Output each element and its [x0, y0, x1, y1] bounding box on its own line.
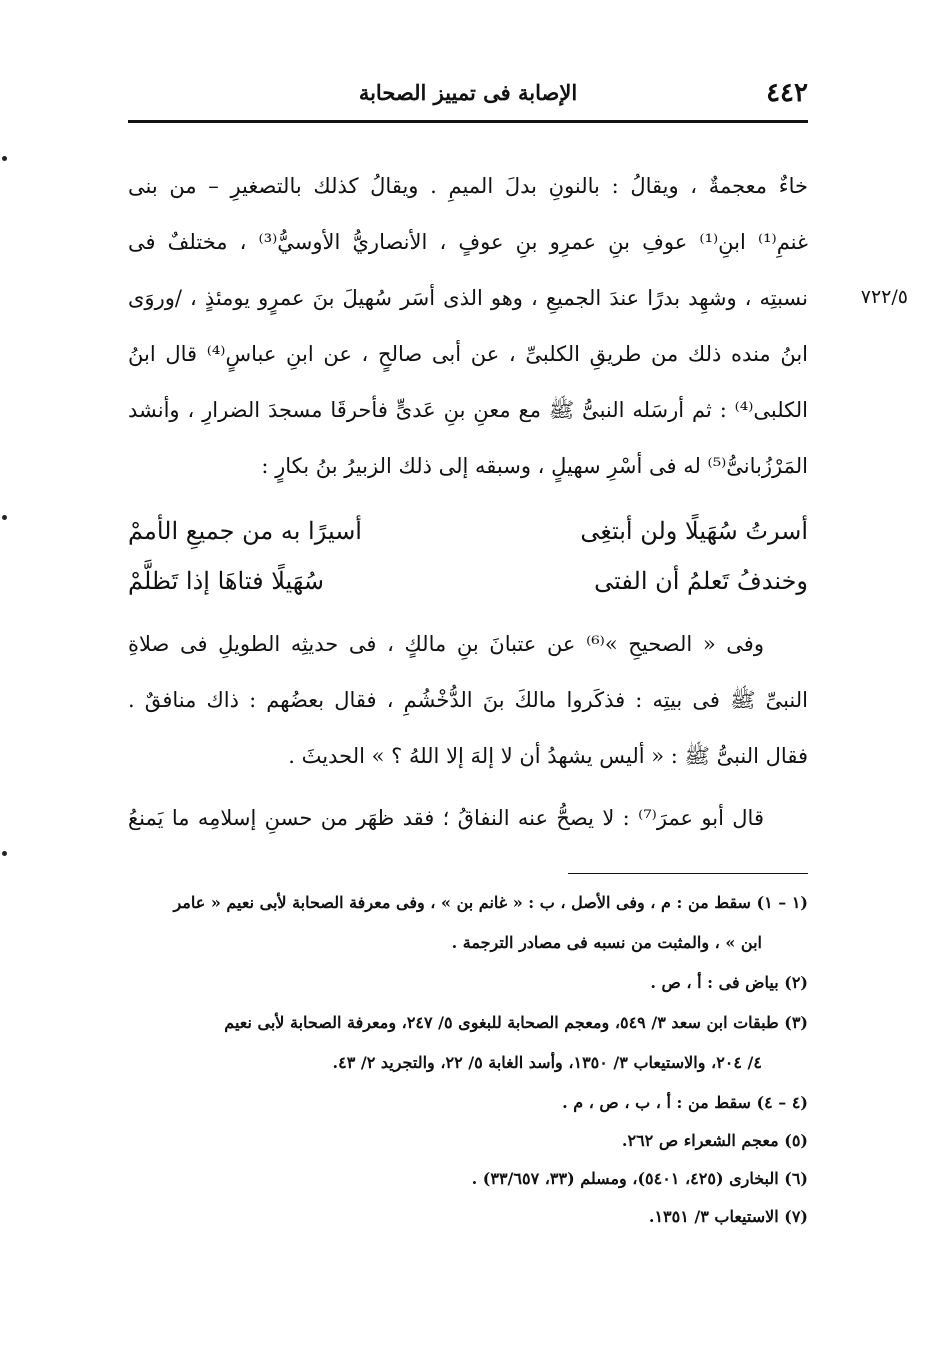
footnote-separator — [568, 873, 808, 874]
footnote: (٢) بياض فى : أ ، ص . — [650, 973, 808, 992]
margin-reference: ٧٢٢/٥ — [860, 286, 908, 308]
text-line: غنمِ⁽¹⁾ ابنِ⁽¹⁾ عوفِ بنِ عمرِو بنِ عوفٍ ، الأنصاريُّ الأوسيُّ⁽³⁾ ، مختلفٌ فى — [128, 230, 808, 254]
text-line: نسبتِه ، وشهِد بدرًا عندَ الجميعِ ، وهو الذى أسَر سُهيلَ بنَ عمرٍو يومئذٍ ، /وروَى — [128, 286, 808, 310]
footnote: ٤/ ٢٠٤، والاستيعاب ٣/ ١٣٥٠، وأسد الغابة ٥/ ٢٢، والتجريد ٢/ ٤٣. — [332, 1053, 762, 1072]
verse-hemistich: سُهَيلًا فتاهَا إذا تَظلَّمْ — [128, 567, 324, 595]
footnote: (١ – ١) سقط من : م ، وفى الأصل ، ب : « غانم بن » ، وفى معرفة الصحابة لأبى نعيم « عامر — [173, 893, 808, 912]
footnote: (٧) الاستيعاب ٣/ ١٣٥١. — [648, 1207, 808, 1226]
verse-hemistich: وخندفُ تَعلمُ أن الفتى — [594, 567, 808, 595]
text-line: وفى « الصحيحِ »⁽⁶⁾ عن عتبانَ بنِ مالكٍ ، فى حديثِه الطويلِ فى صلاةِ — [128, 632, 764, 656]
footnote: (٣) طبقات ابن سعد ٣/ ٥٤٩، ومعجم الصحابة للبغوى ٥/ ٢٤٧، ومعرفة الصحابة لأبى نعيم — [224, 1013, 808, 1032]
page-header — [128, 78, 808, 110]
text-line: قال أبو عمرَ⁽⁷⁾ : لا يصحُّ عنه النفاقُ ؛ فقد ظهَر من حسنِ إسلامِه ما يَمنعُ — [128, 806, 764, 830]
running-title: الإصابة فى تمييز الصحابة — [358, 80, 578, 105]
text-line: خاءٌ معجمةٌ ، ويقالُ : بالنونِ بدلَ الميمِ . ويقالُ كذلك بالتصغيرِ – من بنى — [128, 174, 808, 198]
scan-speck — [2, 851, 7, 856]
text-line: فقال النبىُّ ﷺ : « أليس يشهدُ أن لا إلهَ إلا اللهُ ؟ » الحديثَ . — [288, 744, 808, 768]
footnote: (٦) البخارى (٤٢٥، ٥٤٠١)، ومسلم (٣٣، ٣٣/٦٥٧) . — [471, 1169, 808, 1188]
footnote: (٤ – ٤) سقط من : أ ، ب ، ص ، م . — [562, 1093, 808, 1112]
text-line: المَرْزُبانىُّ⁽⁵⁾ له فى أسْرِ سهيلٍ ، وسبقه إلى ذلك الزبيرُ بنُ بكارٍ : — [261, 454, 808, 478]
header-rule — [128, 120, 808, 123]
verse-hemistich: أسيرًا به من جميعِ الأممْ — [128, 517, 362, 545]
verse-hemistich: أسرتُ سُهَيلًا ولن أبتغِى — [580, 517, 808, 545]
scan-speck — [2, 156, 7, 161]
text-line: الكلبى⁽⁴⁾ : ثم أرسَله النبىُّ ﷺ مع معنِ بنِ عَدىٍّ فأحرقَا مسجدَ الضرارِ ، وأنشد — [128, 398, 808, 422]
footnote: (٥) معجم الشعراء ص ٢٦٢. — [621, 1131, 808, 1150]
verse-line — [128, 559, 808, 603]
verse-line — [128, 509, 808, 553]
page-number: ٤٤٢ — [766, 78, 808, 108]
text-line: النبىِّ ﷺ فى بيتِه : فذكَروا مالكَ بنَ الدُّخْشُمِ ، فقال بعضُهم : ذاك منافقٌ . — [128, 688, 808, 712]
text-line: ابنُ منده ذلك من طريقِ الكلبىِّ ، عن أبى صالحٍ ، عن ابنِ عباسٍ⁽⁴⁾ قال ابنُ — [128, 342, 808, 366]
scan-speck — [2, 515, 7, 520]
footnote: ابن » ، والمثبت من نسبه فى مصادر الترجمة . — [451, 933, 762, 952]
